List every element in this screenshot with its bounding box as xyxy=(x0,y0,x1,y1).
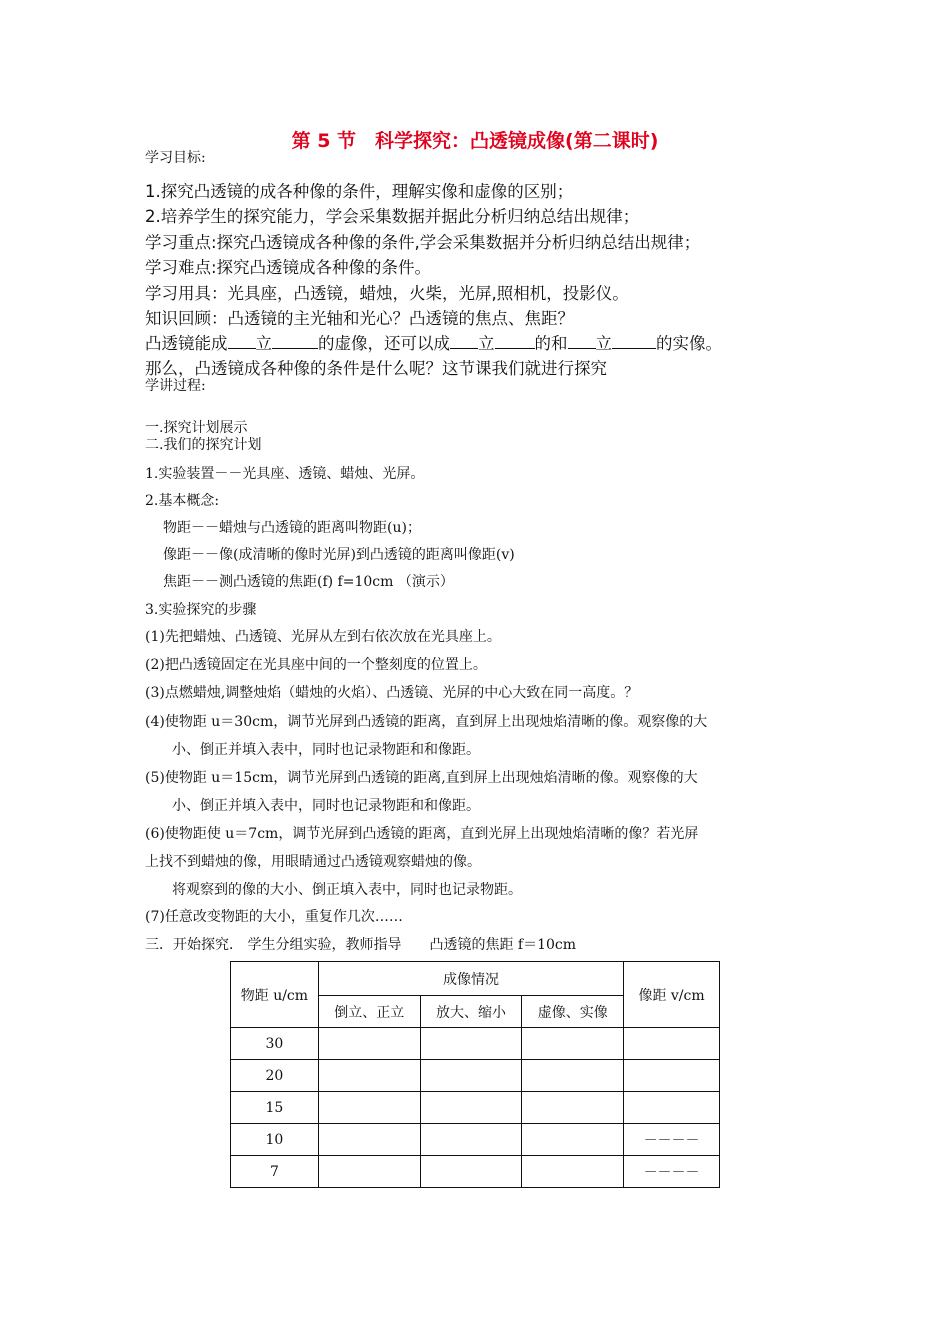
cell-real-virtual[interactable] xyxy=(522,1092,624,1124)
cell-magnification[interactable] xyxy=(420,1092,522,1124)
cell-u: 10 xyxy=(231,1124,319,1156)
step-5-line-2: 小、倒正并填入表中，同时也记录物距和和像距。 xyxy=(172,798,480,814)
cell-v[interactable] xyxy=(624,1060,720,1092)
cell-v[interactable] xyxy=(624,1028,720,1060)
objective-2: 2.培养学生的探究能力，学会采集数据并据此分析归纳总结出规律； xyxy=(145,207,640,226)
cell-magnification[interactable] xyxy=(420,1124,522,1156)
cell-magnification[interactable] xyxy=(420,1028,522,1060)
review: 知识回顾：凸透镜的主光轴和光心？凸透镜的焦点、焦距？ xyxy=(145,309,574,328)
header-object-distance: 物距 u/cm xyxy=(231,962,319,1028)
cell-orientation[interactable] xyxy=(318,1124,420,1156)
cell-magnification[interactable] xyxy=(420,1060,522,1092)
cell-u: 7 xyxy=(231,1156,319,1188)
table-row xyxy=(231,1028,720,1060)
blank-4[interactable] xyxy=(495,334,535,349)
step-5-line-1: (5)使物距 u＝15cm，调节光屏到凸透镜的距离,直到屏上出现烛焰清晰的像。观察像的大 xyxy=(145,770,698,786)
cell-magnification[interactable] xyxy=(420,1156,522,1188)
cell-u: 20 xyxy=(231,1060,319,1092)
fill-text-6: 立 xyxy=(595,334,612,353)
cell-real-virtual[interactable] xyxy=(522,1156,624,1188)
cell-u: 30 xyxy=(231,1028,319,1060)
step-4-line-1: (4)使物距 u＝30cm，调节光屏到凸透镜的距离，直到屏上出现烛焰清晰的像。观察像的大 xyxy=(145,714,708,730)
step-3: (3)点燃蜡烛,调整烛焰（蜡烛的火焰）、凸透镜、光屏的中心大致在同一高度。？ xyxy=(145,685,639,701)
process-label: 学讲过程: xyxy=(145,378,206,394)
cell-orientation[interactable] xyxy=(318,1156,420,1188)
table-row xyxy=(231,1060,720,1092)
header-image-situation: 成像情况 xyxy=(318,962,623,996)
difficulty: 学习难点:探究凸透镜成各种像的条件。 xyxy=(145,258,432,277)
cell-orientation[interactable] xyxy=(318,1028,420,1060)
fill-text-4: 立 xyxy=(478,334,495,353)
section-2: 二.我们的探究计划 xyxy=(145,437,262,453)
fill-in-line xyxy=(145,330,722,354)
item-2: 2.基本概念: xyxy=(145,493,220,509)
question: 那么，凸透镜成各种像的条件是什么呢？这节课我们就进行探究 xyxy=(145,359,607,378)
item-1: 1.实验装置－－光具座、透镜、蜡烛、光屏。 xyxy=(145,466,425,482)
step-1: (1)先把蜡烛、凸透镜、光屏从左到右依次放在光具座上。 xyxy=(145,629,501,645)
fill-text-1: 凸透镜能成 xyxy=(145,334,228,353)
subheader-orientation: 倒立、正立 xyxy=(318,996,420,1028)
fill-text-2: 立 xyxy=(255,334,272,353)
section-3: 三．开始探究． 学生分组实验，教师指导 凸透镜的焦距 f＝10cm xyxy=(145,937,577,953)
cell-v[interactable] xyxy=(624,1092,720,1124)
header-image-distance: 像距 v/cm xyxy=(624,962,720,1028)
fill-text-3: 的虚像，还可以成 xyxy=(318,334,450,353)
cell-real-virtual[interactable] xyxy=(522,1060,624,1092)
concept-image-distance: 像距－－像(成清晰的像时光屏)到凸透镜的距离叫像距(v) xyxy=(163,547,515,563)
fill-text-7: 的实像。 xyxy=(656,334,722,353)
cell-u: 15 xyxy=(231,1092,319,1124)
section-1: 一.探究计划展示 xyxy=(145,420,248,436)
cell-orientation[interactable] xyxy=(318,1060,420,1092)
blank-1[interactable] xyxy=(228,334,256,349)
step-6-line-2: 上找不到蜡烛的像，用眼睛通过凸透镜观察蜡烛的像。 xyxy=(145,854,481,870)
step-6-line-1: (6)使物距使 u＝7cm，调节光屏到凸透镜的距离，直到光屏上出现烛焰清晰的像？若光屏 xyxy=(145,826,699,842)
cell-real-virtual[interactable] xyxy=(522,1124,624,1156)
blank-5[interactable] xyxy=(568,334,596,349)
cell-real-virtual[interactable] xyxy=(522,1028,624,1060)
table-row xyxy=(231,1124,720,1156)
fill-text-5: 的和 xyxy=(534,334,568,353)
table-row xyxy=(231,1092,720,1124)
cell-v: －－－－ xyxy=(624,1124,720,1156)
step-2: (2)把凸透镜固定在光具座中间的一个整刻度的位置上。 xyxy=(145,657,487,673)
step-4-line-2: 小、倒正并填入表中，同时也记录物距和和像距。 xyxy=(172,742,480,758)
cell-orientation[interactable] xyxy=(318,1092,420,1124)
step-6-line-3: 将观察到的像的大小、倒正填入表中，同时也记录物距。 xyxy=(172,882,522,898)
objective-1: 1.探究凸透镜的成各种像的条件，理解实像和虚像的区别； xyxy=(145,182,574,201)
blank-2[interactable] xyxy=(272,334,318,349)
concept-object-distance: 物距－－蜡烛与凸透镜的距离叫物距(u)； xyxy=(163,520,421,536)
step-7: (7)任意改变物距的大小，重复作几次…… xyxy=(145,909,403,925)
page-title: 第 5 节 科学探究：凸透镜成像(第二课时) xyxy=(291,130,659,152)
subheader-magnification: 放大、缩小 xyxy=(420,996,522,1028)
results-table xyxy=(230,961,720,1188)
blank-3[interactable] xyxy=(450,334,478,349)
table-row xyxy=(231,1156,720,1188)
cell-v: －－－－ xyxy=(624,1156,720,1188)
item-3: 3.实验探究的步骤 xyxy=(145,602,257,618)
subheader-real-virtual: 虚像、实像 xyxy=(522,996,624,1028)
tools: 学习用具：光具座，凸透镜，蜡烛，火柴，光屏,照相机，投影仪。 xyxy=(145,284,629,303)
concept-focal-length: 焦距－－测凸透镜的焦距(f) f=10cm （演示） xyxy=(163,574,454,590)
objectives-label: 学习目标: xyxy=(145,150,206,166)
key-point: 学习重点:探究凸透镜成各种像的条件,学会采集数据并分析归纳总结出规律； xyxy=(145,233,701,252)
blank-6[interactable] xyxy=(612,334,656,349)
